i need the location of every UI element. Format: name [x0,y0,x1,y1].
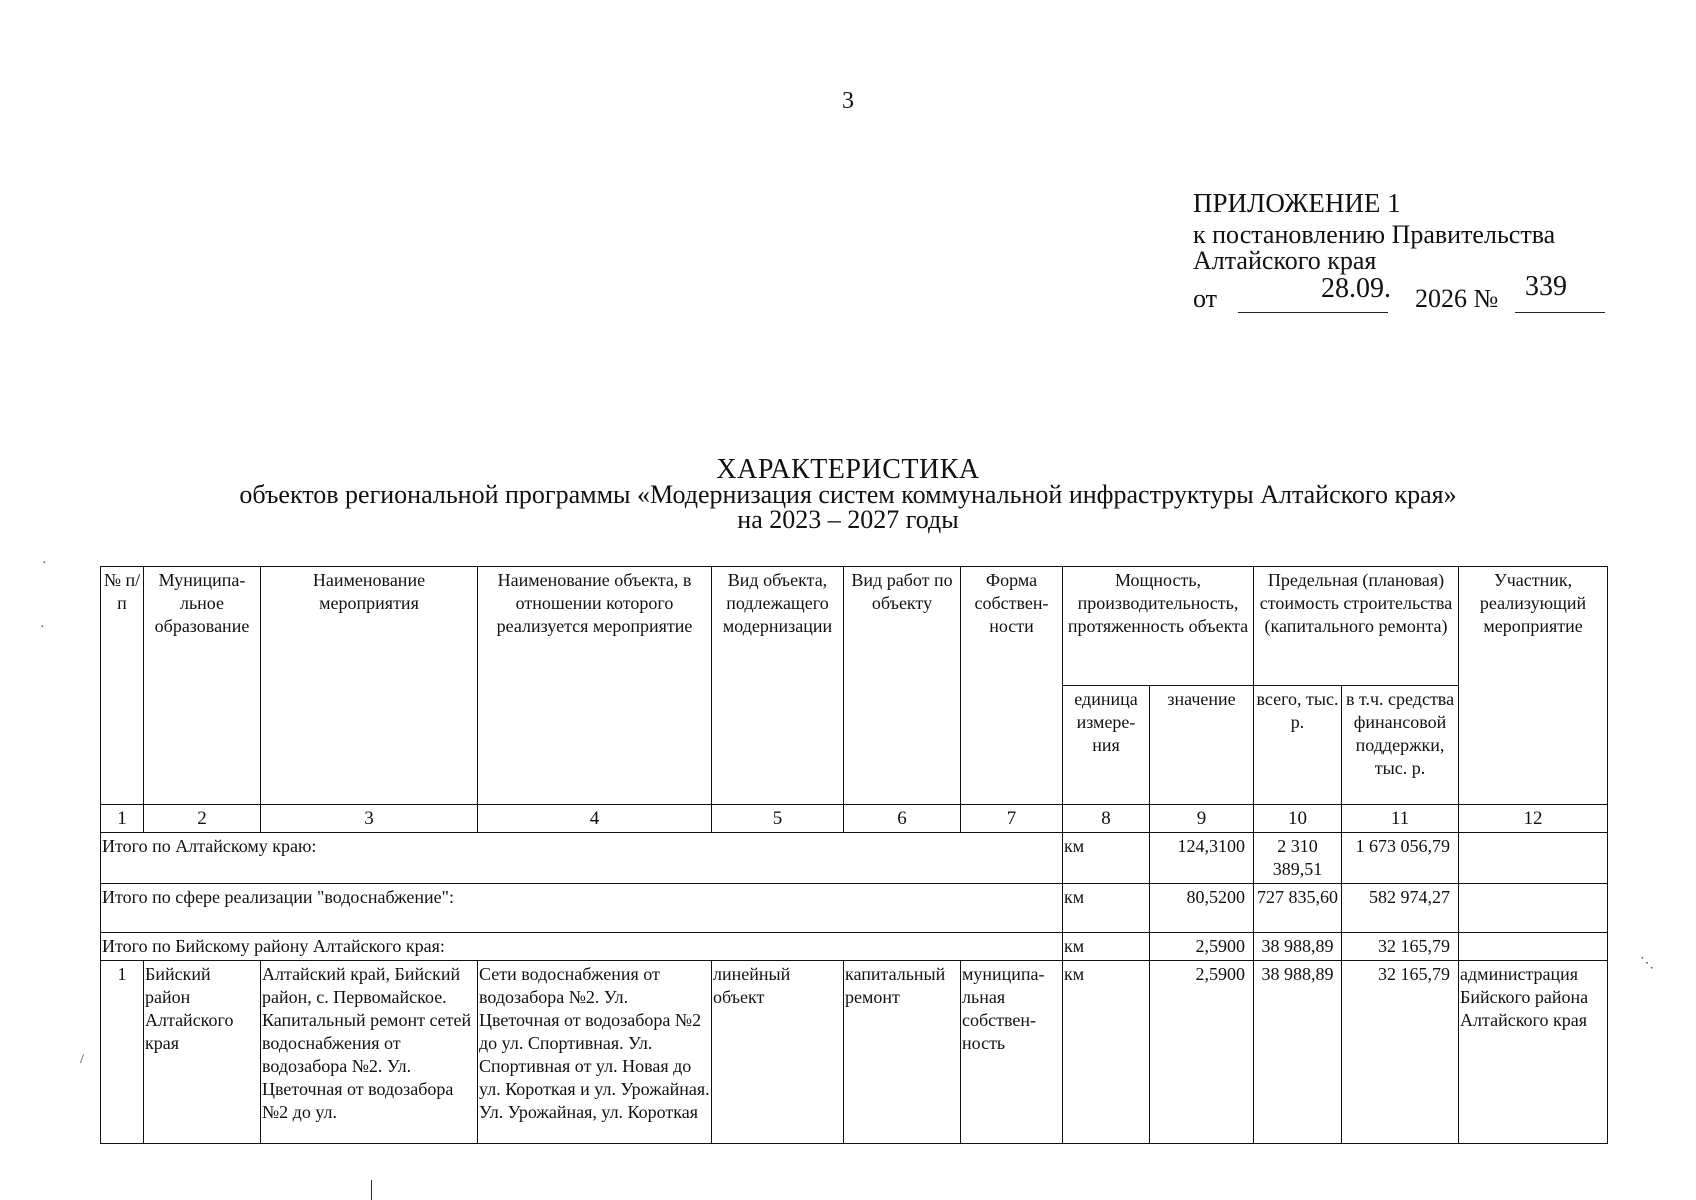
header-row-1 [101,567,1608,686]
total-participant-empty [1459,933,1608,961]
appendix-title: ПРИЛОЖЕНИЕ 1 [1193,188,1401,218]
row-municipality: Бийский район Алтайского края [144,961,261,1144]
page-number: 3 [842,88,854,114]
column-number: 11 [1342,805,1459,833]
row-support-funds: 32 165,79 [1342,961,1459,1144]
total-participant-empty [1459,884,1608,933]
column-number: 9 [1150,805,1254,833]
total-cost: 38 988,89 [1254,933,1342,961]
row-object [478,961,712,1144]
row-measure [261,961,478,1144]
appendix-line-2: Алтайского края [1193,246,1377,275]
row-object-text: Сети водоснабжения от водозабора №2. Ул. Цветочная от водозабора №2 до ул. Спортивная. Ул. Спортивная от ул. Новая до ул. Короткая и ул. Урожайная. Ул. Урожайная, ул. Короткая [479,964,710,1122]
total-row-water-supply [101,884,1608,933]
scan-line [371,1180,372,1200]
row-participant: администрация Бийского района Алтайского края [1459,961,1608,1144]
row-object-type: линейный объект [712,961,844,1144]
header-capacity-group: Мощность, производительность, протяженность объекта [1063,567,1254,686]
appendix-block [1193,188,1567,316]
row-measure-text: Алтайский край, Бийский район, с. Первомайское. Капитальный ремонт сетей водоснабжения от водозабора №2. Ул. Цветочная от водозабора №2 до ул. [262,964,472,1122]
scan-mark: ⋱ [1640,956,1654,971]
row-ownership: муниципа-льная собствен-ность [961,961,1063,1144]
total-value: 124,3100 [1150,833,1254,884]
total-label: Итого по Алтайскому краю: [101,833,1063,884]
column-number-row [101,805,1608,833]
appendix-date-row [1193,271,1567,316]
document-subtitle-line-1: объектов региональной программы «Модернизация систем коммунальной инфраструктуры Алтайского края» [239,480,1457,509]
row-value: 2,5900 [1150,961,1254,1144]
total-support: 32 165,79 [1342,933,1459,961]
column-number: 3 [261,805,478,833]
column-number: 5 [712,805,844,833]
header-total-cost: всего, тыс. р. [1254,686,1342,805]
header-number: № п/п [101,567,144,805]
header-measure: Наименование мероприятия [261,567,478,805]
total-label: Итого по Бийскому району Алтайского края: [101,933,1063,961]
header-object-type: Вид объекта, подлежащего модернизации [712,567,844,805]
total-value: 2,5900 [1150,933,1254,961]
total-support: 582 974,27 [1342,884,1459,933]
total-row-region [101,833,1608,884]
column-number: 4 [478,805,712,833]
scan-mark: · [42,556,47,571]
date-prefix: от [1193,284,1218,313]
column-number: 2 [144,805,261,833]
total-value: 80,5200 [1150,884,1254,933]
column-number: 7 [961,805,1063,833]
date-value: 28.09. [1321,273,1391,304]
number-underline [1515,312,1605,313]
column-number: 1 [101,805,144,833]
total-label: Итого по сфере реализации "водоснабжение": [101,884,1063,933]
total-unit: км [1063,933,1150,961]
scan-mark: / [80,1052,84,1067]
row-work-type: капитальный ремонт [844,961,961,1144]
column-number: 8 [1063,805,1150,833]
row-total-cost: 38 988,89 [1254,961,1342,1144]
column-number: 12 [1459,805,1608,833]
table-row [101,961,1608,1144]
row-unit: км [1063,961,1150,1144]
header-cost-group: Предельная (плановая) стоимость строительства (капитального ремонта) [1254,567,1459,686]
header-value: значение [1150,686,1254,805]
header-unit: единица измере-ния [1063,686,1150,805]
header-municipality: Муниципа-льное образование [144,567,261,805]
appendix-line-1: к постановлению Правительства [1193,220,1556,249]
date-underline [1238,312,1388,313]
header-ownership: Форма собствен-ности [961,567,1063,805]
total-cost: 2 310 389,51 [1254,833,1342,884]
document-title: ХАРАКТЕРИСТИКА [716,454,980,485]
header-work-type: Вид работ по объекту [844,567,961,805]
document-subtitle-line-2: на 2023 – 2027 годы [737,505,959,534]
total-unit: км [1063,833,1150,884]
scan-mark: · [40,620,45,635]
characteristics-table [100,566,1608,1144]
header-object-name: Наименование объекта, в отношении которого реализуется мероприятие [478,567,712,805]
header-participant: Участник, реализующий мероприятие [1459,567,1608,805]
row-number: 1 [101,961,144,1144]
year-label: 2026 № [1415,284,1499,313]
total-support: 1 673 056,79 [1342,833,1459,884]
column-number: 10 [1254,805,1342,833]
total-unit: км [1063,884,1150,933]
document-number: 339 [1525,271,1567,302]
header-support-funds: в т.ч. средства финансовой поддержки, тыс. р. [1342,686,1459,805]
total-participant-empty [1459,833,1608,884]
total-row-biysk-district [101,933,1608,961]
column-number: 6 [844,805,961,833]
total-cost: 727 835,60 [1254,884,1342,933]
document-heading [0,454,1696,534]
